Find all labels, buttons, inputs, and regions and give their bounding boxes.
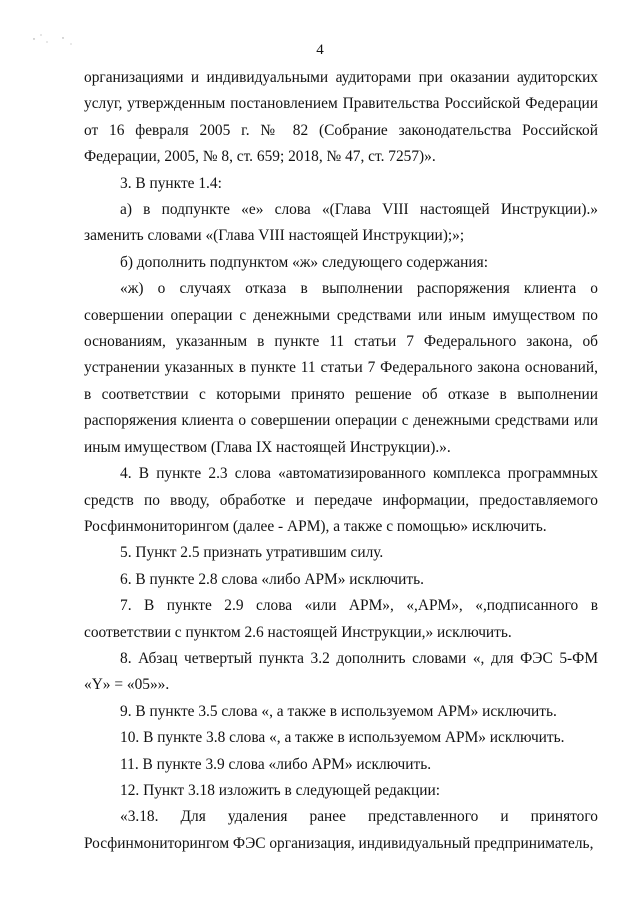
paragraph-item-5: 5. Пункт 2.5 признать утратившим силу.	[120, 544, 384, 562]
paragraph-subitem-zh: «ж) о случаях отказа в выполнении распоряжения клиента о совершении операции с денежными средствами или иным имуществом по основаниям, указанным в пункте 11 статьи 7 Федерального закона, об устранении указанных в пункте 11 статьи 7 Федерального закона оснований, в соответствии с которыми принято решение об отказе в выполнении распоряжения клиента о совершении операции с денежными средствами или иным имуществом (Глава IX настоящей Инструкции).».	[84, 280, 598, 456]
document-body	[84, 65, 598, 857]
paragraph-item-4: 4. В пункте 2.3 слова «автоматизированного комплекса программных средств по вводу, обработке и передаче информации, предоставляемого Росфинмониторингом (далее - АРМ), а также с помощью» исключить.	[84, 465, 598, 535]
paragraph-subitem-b: б) дополнить подпунктом «ж» следующего содержания:	[120, 253, 488, 271]
paragraph-item-12: 12. Пункт 3.18 изложить в следующей редакции:	[120, 781, 441, 799]
paragraph-item-3-18: «3.18. Для удаления ранее представленного и принятого Росфинмониторингом ФЭС организация, индивидуальный предприниматель,	[84, 808, 598, 852]
paragraph-item-3: 3. В пункте 1.4:	[120, 174, 222, 192]
paragraph-subitem-a: а) в подпункте «е» слова «(Глава VIII настоящей Инструкции).» заменить словами «(Глава VIII настоящей Инструкции);»;	[84, 201, 598, 245]
paragraph-item-8: 8. Абзац четвертый пункта 3.2 дополнить словами «, для ФЭС 5-ФМ «Y» = «05»».	[84, 649, 598, 694]
paragraph-item-11: 11. В пункте 3.9 слова «либо АРМ» исключить.	[120, 755, 432, 773]
paragraph-continuation: организациями и индивидуальными аудиторами при оказании аудиторских услуг, утвержденным постановлением Правительства Российской Федерации от 16 февраля 2005 г. № 82 (Собрание законодательства Российской Федерации, 2005, № 8, ст. 659; 2018, № 47, ст. 7257)».	[84, 69, 598, 166]
paragraph-item-9: 9. В пункте 3.5 слова «, а также в используемом АРМ» исключить.	[120, 702, 557, 720]
page-number: 4	[316, 42, 324, 58]
paragraph-item-10: 10. В пункте 3.8 слова «, а также в используемом АРМ» исключить.	[120, 729, 565, 747]
paragraph-item-7: 7. В пункте 2.9 слова «или АРМ», «,АРМ», «,подписанного в соответствии с пунктом 2.6 настоящей Инструкции,» исключить.	[84, 597, 598, 641]
paragraph-item-6: 6. В пункте 2.8 слова «либо АРМ» исключить.	[120, 570, 424, 588]
